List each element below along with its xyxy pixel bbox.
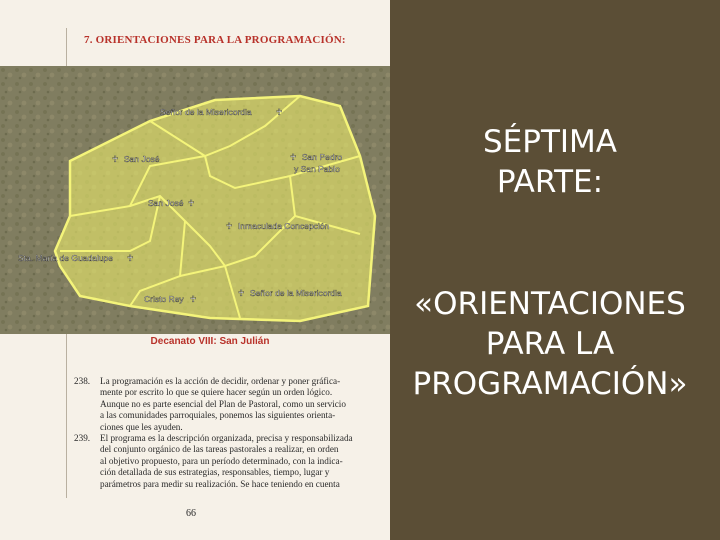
part-title-line: PARTE: (496, 164, 604, 200)
paragraph-line: Aunque no es parte esencial del Plan de Pastoral, como un servicio (100, 398, 346, 409)
church-icon: ♰ (112, 154, 119, 164)
parish-map (0, 66, 390, 334)
section-title-line: «ORIENTACIONES (414, 286, 686, 322)
paragraph-line: mente por escrito lo que se quiere hacer según un orden lógico. (100, 387, 333, 398)
map-label-sta-maria: Sta. María de Guadalupe (18, 253, 113, 263)
church-icon: ♰ (190, 294, 197, 304)
paragraph-238 (74, 376, 390, 433)
section-title-line: PARA LA (485, 326, 615, 362)
paragraph-line: La programación es la acción de decidir, ordenar y poner gráfica- (100, 376, 341, 386)
map-label-san-pedro-2: y San Pablo (294, 164, 340, 174)
map-label-senor-misericordia-bottom: Señor de la Misericordia (250, 288, 342, 298)
paragraph-line: parámetros para medir su realización. Se hace teniendo en cuenta (100, 478, 340, 489)
part-title-line: SÉPTIMA (483, 124, 617, 160)
map-label-san-pedro-1: San Pedro (302, 152, 343, 162)
paragraph-line: al objetivo propuesto, para un período determinado, con la indica- (100, 455, 343, 466)
paragraph-number: 239. (74, 433, 91, 444)
slide-part-title (440, 122, 660, 202)
map-label-senor-misericordia-top: Señor de la Misericordia (160, 107, 252, 117)
paragraph-line: El programa es la descripción organizada, precisa y responsabilizada (100, 433, 353, 444)
church-icon: ♰ (238, 288, 245, 298)
document-body (74, 376, 390, 490)
church-icon: ♰ (127, 253, 134, 263)
deanery-caption: Decanato VIII: San Julián (150, 336, 270, 347)
church-icon: ♰ (290, 152, 297, 162)
church-icon: ♰ (226, 221, 233, 231)
church-icon: ♰ (188, 198, 195, 208)
section-title-line: PROGRAMACIÓN» (412, 366, 688, 402)
paragraph-line: a las comunidades parroquiales, ponemos las siguientes orienta- (100, 410, 336, 421)
map-label-san-jose-center: San José (148, 198, 184, 208)
church-icon: ♰ (276, 107, 283, 117)
map-label-san-jose-left: San José (124, 154, 160, 164)
paragraph-line: del conjunto orgánico de las tareas pastorales a realizar, en orden (100, 444, 339, 455)
slide-section-title (380, 284, 720, 404)
page-number: 66 (186, 508, 196, 519)
paragraph-line: ciones que les ayuden. (100, 421, 183, 432)
paragraph-239 (74, 433, 390, 490)
document-heading: 7. ORIENTACIONES PARA LA PROGRAMACIÓN: (84, 34, 346, 46)
map-label-cristo-rey: Cristo Rey (144, 294, 184, 304)
paragraph-number: 238. (74, 376, 91, 386)
paragraph-line: ción detallada de sus estrategias, responsables, tiempo, lugar y (100, 467, 330, 478)
map-label-inmaculada: Inmaculada Concepción (238, 221, 330, 231)
